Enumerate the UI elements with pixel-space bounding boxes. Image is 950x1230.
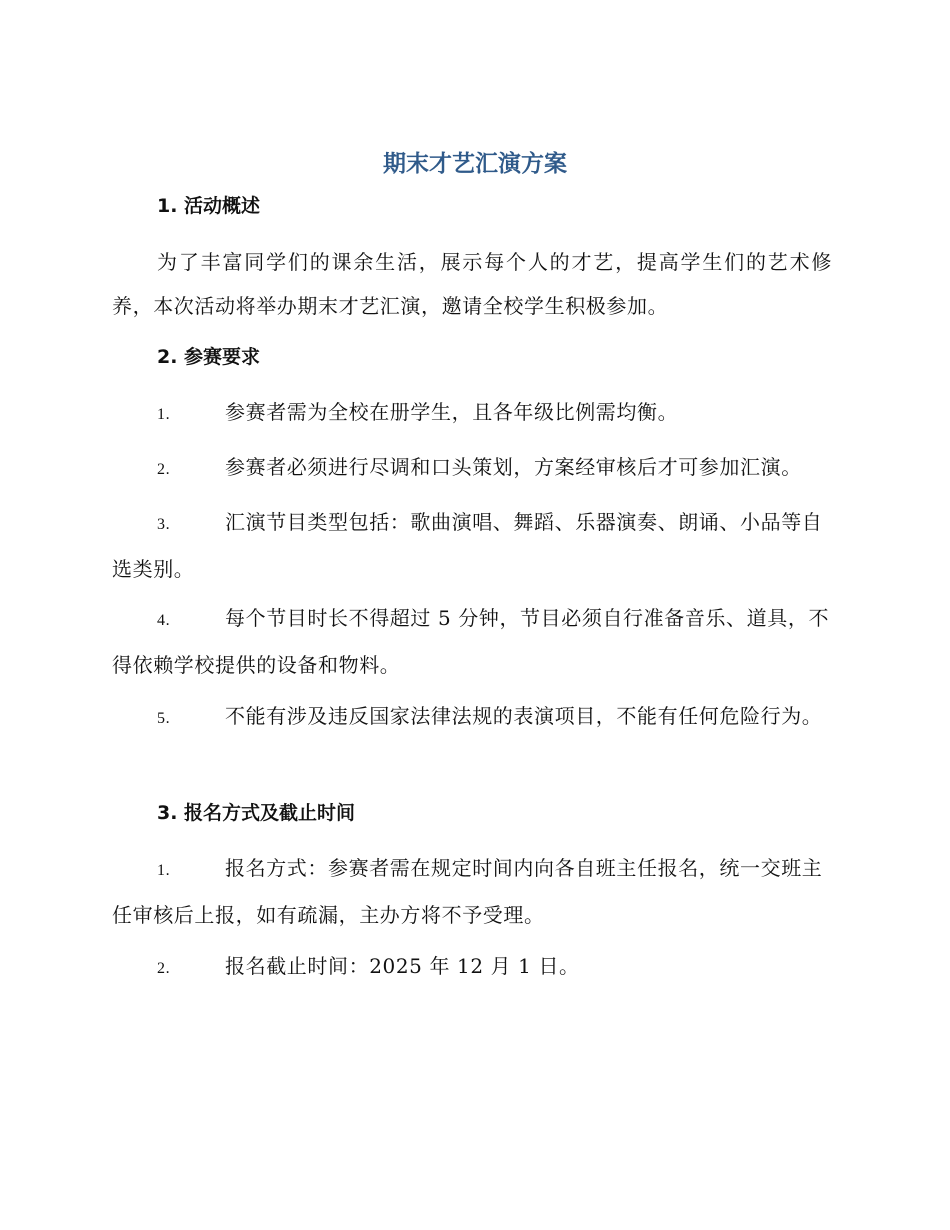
document-title: 期末才艺汇演方案 — [383, 151, 567, 177]
list-item — [112, 445, 832, 492]
list-item — [112, 500, 832, 591]
list-item-number: 5. — [157, 710, 171, 727]
section-heading-overview: 1. 活动概述 — [157, 195, 261, 217]
list-item-text: 参赛者必须进行尽调和口头策划，方案经审核后才可参加汇演。 — [225, 455, 802, 479]
list-item-text: 不能有涉及违反国家法律法规的表演项目，不能有任何危险行为。 — [225, 704, 823, 728]
list-item-number: 3. — [157, 516, 171, 533]
list-item-text: 每个节目时长不得超过 5 分钟，节目必须自行准备音乐、道具，不得依赖学校提供的设备和物料。 — [112, 606, 830, 677]
section-heading-registration: 3. 报名方式及截止时间 — [157, 802, 356, 824]
overview-paragraph: 为了丰富同学们的课余生活，展示每个人的才艺，提高学生们的艺术修养，本次活动将举办期末才艺汇演，邀请全校学生积极参加。 — [112, 250, 832, 318]
list-item-number: 4. — [157, 612, 171, 629]
list-item — [112, 846, 832, 937]
list-item-number: 2. — [157, 960, 171, 977]
list-item-number: 1. — [157, 862, 171, 879]
list-item — [112, 694, 832, 741]
list-item — [112, 596, 832, 687]
list-item-text: 汇演节目类型包括：歌曲演唱、舞蹈、乐器演奏、朗诵、小品等自选类别。 — [112, 510, 823, 581]
list-item-number: 2. — [157, 461, 171, 478]
list-item-text: 参赛者需为全校在册学生，且各年级比例需均衡。 — [225, 400, 679, 424]
list-item-text: 报名方式：参赛者需在规定时间内向各自班主任报名，统一交班主任审核后上报，如有疏漏，主办方将不予受理。 — [112, 856, 823, 927]
list-item — [112, 944, 832, 991]
section-heading-requirements: 2. 参赛要求 — [157, 346, 261, 368]
list-item-number: 1. — [157, 406, 171, 423]
list-item-text: 报名截止时间：2025 年 12 月 1 日。 — [225, 954, 580, 978]
list-item — [112, 390, 832, 437]
